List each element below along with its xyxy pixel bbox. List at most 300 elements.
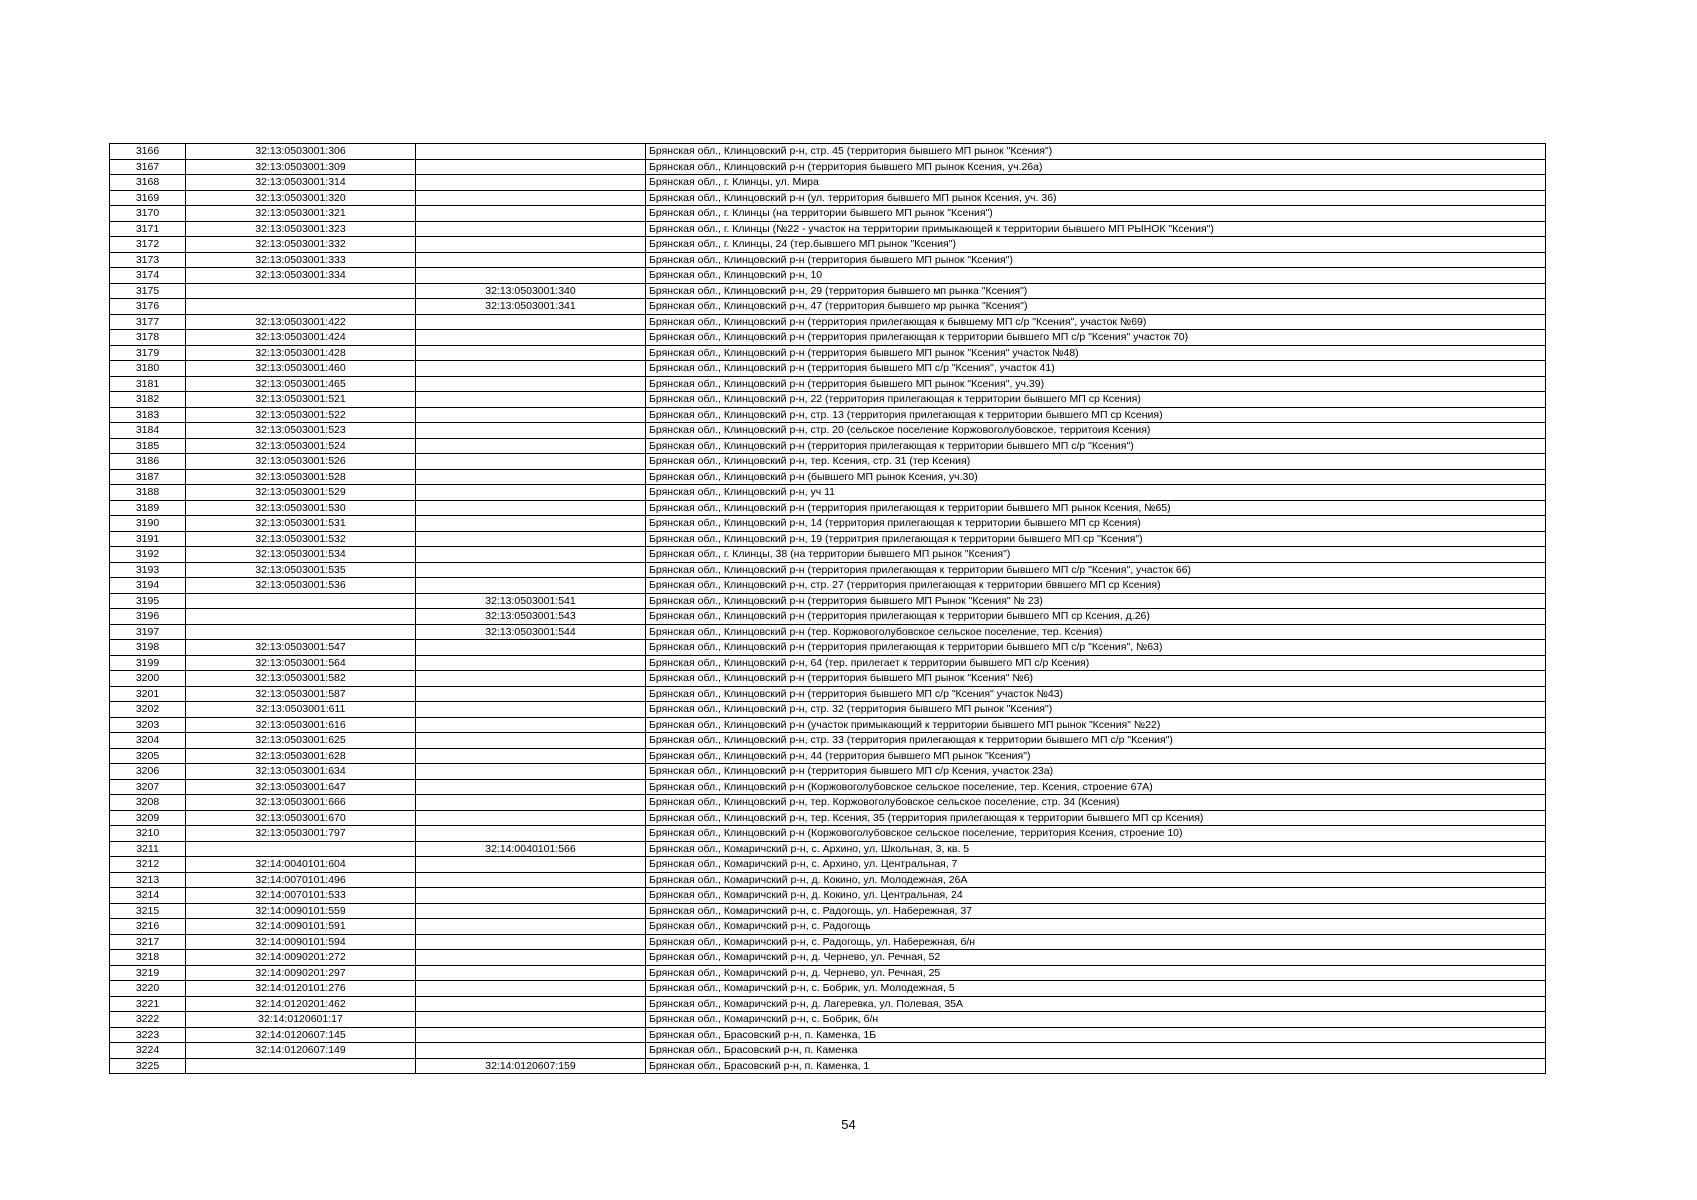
address-cell: Брянская обл., Клинцовский р-н, стр. 20 (сельское поселение Коржовоголубовское, территоия Ксения) — [646, 423, 1546, 439]
row-number-cell: 3171 — [110, 221, 186, 237]
cadastral-number-cell: 32:13:0503001:670 — [186, 810, 416, 826]
table-row — [110, 190, 1546, 206]
address-cell: Брянская обл., Брасовский р-н, п. Каменка — [646, 1043, 1546, 1059]
cadastral-number-alt-cell: 32:13:0503001:544 — [416, 624, 646, 640]
row-number-cell: 3192 — [110, 547, 186, 563]
row-number-cell: 3206 — [110, 764, 186, 780]
cadastral-number-alt-cell — [416, 516, 646, 532]
cadastral-number-cell: 32:13:0503001:530 — [186, 500, 416, 516]
address-cell: Брянская обл., Клинцовский р-н (территория прилегающая к территории бывшего МП с/р "Ксения", участок 66) — [646, 562, 1546, 578]
cadastral-number-cell: 32:13:0503001:428 — [186, 345, 416, 361]
address-cell: Брянская обл., Клинцовский р-н (территория прилегающая к территории бывшего МП ср Ксения, д.26) — [646, 609, 1546, 625]
cadastral-number-cell: 32:13:0503001:587 — [186, 686, 416, 702]
row-number-cell: 3167 — [110, 159, 186, 175]
table-row — [110, 996, 1546, 1012]
table-row — [110, 562, 1546, 578]
row-number-cell: 3185 — [110, 438, 186, 454]
cadastral-number-cell: 32:13:0503001:524 — [186, 438, 416, 454]
cadastral-number-alt-cell — [416, 748, 646, 764]
table-row — [110, 438, 1546, 454]
table-row — [110, 872, 1546, 888]
row-number-cell: 3178 — [110, 330, 186, 346]
table-row — [110, 345, 1546, 361]
cadastral-number-cell: 32:13:0503001:529 — [186, 485, 416, 501]
cadastral-number-alt-cell — [416, 934, 646, 950]
table-row — [110, 547, 1546, 563]
address-cell: Брянская обл., Клинцовский р-н (участок примыкающий к территории бывшего МП рынок "Ксения" №22) — [646, 717, 1546, 733]
cadastral-number-alt-cell — [416, 562, 646, 578]
address-cell: Брянская обл., Клинцовский р-н (Коржовоголубовское сельское поселение, территория Ксения, строение 10) — [646, 826, 1546, 842]
cadastral-number-cell: 32:13:0503001:536 — [186, 578, 416, 594]
table-row — [110, 314, 1546, 330]
address-cell: Брянская обл., Клинцовский р-н, 19 (территрия прилегающая к территории бывшего МП ср "Ксения") — [646, 531, 1546, 547]
cadastral-number-cell: 32:13:0503001:547 — [186, 640, 416, 656]
table-row — [110, 1027, 1546, 1043]
table-row — [110, 919, 1546, 935]
cadastral-number-alt-cell — [416, 345, 646, 361]
cadastral-number-alt-cell — [416, 206, 646, 222]
address-cell: Брянская обл., Клинцовский р-н (тер. Коржовоголубовское сельское поселение, тер. Ксения) — [646, 624, 1546, 640]
registry-table-body — [110, 144, 1546, 1074]
cadastral-number-alt-cell — [416, 810, 646, 826]
address-cell: Брянская обл., Комаричский р-н, с. Радогощь — [646, 919, 1546, 935]
address-cell: Брянская обл., Комаричский р-н, д. Лагеревка, ул. Полевая, 35А — [646, 996, 1546, 1012]
table-row — [110, 1012, 1546, 1028]
address-cell: Брянская обл., Клинцовский р-н, 47 (территория бывшего мр рынка "Ксения") — [646, 299, 1546, 315]
cadastral-number-cell: 32:13:0503001:306 — [186, 144, 416, 160]
cadastral-number-alt-cell: 32:14:0040101:566 — [416, 841, 646, 857]
table-row — [110, 717, 1546, 733]
address-cell: Брянская обл., Брасовский р-н, п. Каменка, 1Б — [646, 1027, 1546, 1043]
cadastral-number-alt-cell — [416, 655, 646, 671]
cadastral-number-alt-cell — [416, 485, 646, 501]
table-row — [110, 578, 1546, 594]
address-cell: Брянская обл., Клинцовский р-н, тер. Ксения, стр. 31 (тер Ксения) — [646, 454, 1546, 470]
row-number-cell: 3222 — [110, 1012, 186, 1028]
cadastral-number-cell — [186, 841, 416, 857]
cadastral-number-cell: 32:14:0040101:604 — [186, 857, 416, 873]
cadastral-number-cell: 32:13:0503001:320 — [186, 190, 416, 206]
cadastral-number-alt-cell — [416, 686, 646, 702]
cadastral-number-cell: 32:13:0503001:611 — [186, 702, 416, 718]
table-row — [110, 361, 1546, 377]
address-cell: Брянская обл., Клинцовский р-н, 10 — [646, 268, 1546, 284]
address-cell: Брянская обл., Комаричский р-н, д. Чернево, ул. Речная, 25 — [646, 965, 1546, 981]
cadastral-number-alt-cell — [416, 237, 646, 253]
address-cell: Брянская обл., Клинцовский р-н, стр. 13 (территория прилегающая к территории бывшего МП ср Ксения) — [646, 407, 1546, 423]
table-row — [110, 407, 1546, 423]
address-cell: Брянская обл., Комаричский р-н, д. Кокино, ул. Молодежная, 26А — [646, 872, 1546, 888]
cadastral-number-cell — [186, 593, 416, 609]
cadastral-number-cell: 32:13:0503001:332 — [186, 237, 416, 253]
cadastral-number-cell: 32:14:0090101:591 — [186, 919, 416, 935]
table-row — [110, 702, 1546, 718]
address-cell: Брянская обл., Комаричский р-н, с. Архино, ул. Школьная, 3, кв. 5 — [646, 841, 1546, 857]
cadastral-number-cell: 32:13:0503001:582 — [186, 671, 416, 687]
table-row — [110, 531, 1546, 547]
cadastral-number-cell — [186, 1058, 416, 1074]
cadastral-number-alt-cell — [416, 190, 646, 206]
address-cell: Брянская обл., г. Клинцы (№22 - участок на территории примыкающей к территории бывшего МП РЫНОК "Ксения") — [646, 221, 1546, 237]
table-row — [110, 826, 1546, 842]
row-number-cell: 3225 — [110, 1058, 186, 1074]
address-cell: Брянская обл., Клинцовский р-н (территория бывшего МП рынок "Ксения") — [646, 252, 1546, 268]
address-cell: Брянская обл., г. Клинцы, ул. Мира — [646, 175, 1546, 191]
table-row — [110, 159, 1546, 175]
table-row — [110, 733, 1546, 749]
row-number-cell: 3186 — [110, 454, 186, 470]
table-row — [110, 268, 1546, 284]
row-number-cell: 3177 — [110, 314, 186, 330]
table-row — [110, 934, 1546, 950]
cadastral-number-alt-cell — [416, 903, 646, 919]
row-number-cell: 3223 — [110, 1027, 186, 1043]
cadastral-number-cell: 32:13:0503001:666 — [186, 795, 416, 811]
table-row — [110, 252, 1546, 268]
cadastral-number-cell: 32:14:0120607:145 — [186, 1027, 416, 1043]
cadastral-number-alt-cell — [416, 1012, 646, 1028]
row-number-cell: 3214 — [110, 888, 186, 904]
address-cell: Брянская обл., Клинцовский р-н, стр. 33 (территория прилегающая к территории бывшего МП с/р "Ксения") — [646, 733, 1546, 749]
table-row — [110, 764, 1546, 780]
cadastral-number-cell: 32:13:0503001:521 — [186, 392, 416, 408]
cadastral-number-alt-cell — [416, 531, 646, 547]
table-row — [110, 795, 1546, 811]
row-number-cell: 3197 — [110, 624, 186, 640]
cadastral-number-cell: 32:14:0120101:276 — [186, 981, 416, 997]
row-number-cell: 3207 — [110, 779, 186, 795]
cadastral-number-alt-cell — [416, 469, 646, 485]
cadastral-number-alt-cell — [416, 996, 646, 1012]
cadastral-number-cell: 32:14:0090201:272 — [186, 950, 416, 966]
table-row — [110, 454, 1546, 470]
row-number-cell: 3191 — [110, 531, 186, 547]
row-number-cell: 3190 — [110, 516, 186, 532]
cadastral-number-alt-cell: 32:13:0503001:541 — [416, 593, 646, 609]
cadastral-number-cell: 32:13:0503001:333 — [186, 252, 416, 268]
address-cell: Брянская обл., Клинцовский р-н (территория прилегающая к территории бывшего МП рынок Ксения, №65) — [646, 500, 1546, 516]
cadastral-number-alt-cell — [416, 314, 646, 330]
cadastral-number-cell: 32:13:0503001:309 — [186, 159, 416, 175]
address-cell: Брянская обл., Клинцовский р-н, 29 (территория бывшего мп рынка "Ксения") — [646, 283, 1546, 299]
row-number-cell: 3184 — [110, 423, 186, 439]
cadastral-number-alt-cell — [416, 547, 646, 563]
cadastral-number-alt-cell: 32:13:0503001:340 — [416, 283, 646, 299]
cadastral-number-alt-cell — [416, 717, 646, 733]
address-cell: Брянская обл., Клинцовский р-н (территория бывшего МП рынок "Ксения" участок №48) — [646, 345, 1546, 361]
address-cell: Брянская обл., Комаричский р-н, с. Бобрик, ул. Молодежная, 5 — [646, 981, 1546, 997]
cadastral-number-cell: 32:14:0070101:533 — [186, 888, 416, 904]
address-cell: Брянская обл., Клинцовский р-н, стр. 27 (территория прилегающая к территории бввшего МП ср Ксения) — [646, 578, 1546, 594]
cadastral-number-alt-cell — [416, 423, 646, 439]
row-number-cell: 3196 — [110, 609, 186, 625]
cadastral-number-cell: 32:13:0503001:460 — [186, 361, 416, 377]
table-row — [110, 283, 1546, 299]
row-number-cell: 3209 — [110, 810, 186, 826]
row-number-cell: 3224 — [110, 1043, 186, 1059]
address-cell: Брянская обл., Клинцовский р-н (территория прилегающая к бывшему МП с/р "Ксения", участок №69) — [646, 314, 1546, 330]
address-cell: Брянская обл., Клинцовский р-н (территория бывшего МП рынок "Ксения", уч.39) — [646, 376, 1546, 392]
row-number-cell: 3188 — [110, 485, 186, 501]
cadastral-number-cell — [186, 609, 416, 625]
cadastral-number-alt-cell — [416, 221, 646, 237]
cadastral-number-alt-cell — [416, 454, 646, 470]
cadastral-number-alt-cell — [416, 857, 646, 873]
table-row — [110, 237, 1546, 253]
cadastral-number-alt-cell — [416, 1027, 646, 1043]
cadastral-number-alt-cell — [416, 392, 646, 408]
cadastral-number-cell: 32:13:0503001:523 — [186, 423, 416, 439]
address-cell: Брянская обл., Клинцовский р-н, стр. 45 (территория бывшего МП рынок "Ксения") — [646, 144, 1546, 160]
row-number-cell: 3216 — [110, 919, 186, 935]
cadastral-number-alt-cell — [416, 330, 646, 346]
table-row — [110, 144, 1546, 160]
page-number: 54 — [841, 1117, 856, 1132]
row-number-cell: 3193 — [110, 562, 186, 578]
address-cell: Брянская обл., Клинцовский р-н, 14 (территория прилегающая к территории бывшего МП ср Ксения) — [646, 516, 1546, 532]
cadastral-number-cell: 32:13:0503001:321 — [186, 206, 416, 222]
row-number-cell: 3183 — [110, 407, 186, 423]
row-number-cell: 3208 — [110, 795, 186, 811]
table-row — [110, 671, 1546, 687]
cadastral-number-alt-cell — [416, 268, 646, 284]
table-row — [110, 1043, 1546, 1059]
table-row — [110, 175, 1546, 191]
table-row — [110, 640, 1546, 656]
cadastral-number-cell: 32:14:0090101:594 — [186, 934, 416, 950]
cadastral-number-cell: 32:14:0120607:149 — [186, 1043, 416, 1059]
row-number-cell: 3204 — [110, 733, 186, 749]
registry-table — [109, 143, 1546, 1074]
row-number-cell: 3187 — [110, 469, 186, 485]
cadastral-number-cell: 32:13:0503001:616 — [186, 717, 416, 733]
row-number-cell: 3202 — [110, 702, 186, 718]
row-number-cell: 3219 — [110, 965, 186, 981]
cadastral-number-cell: 32:13:0503001:625 — [186, 733, 416, 749]
row-number-cell: 3205 — [110, 748, 186, 764]
cadastral-number-alt-cell — [416, 640, 646, 656]
cadastral-number-cell: 32:13:0503001:535 — [186, 562, 416, 578]
address-cell: Брянская обл., Клинцовский р-н, стр. 32 (территория бывшего МП рынок "Ксения") — [646, 702, 1546, 718]
cadastral-number-alt-cell — [416, 981, 646, 997]
cadastral-number-cell: 32:13:0503001:647 — [186, 779, 416, 795]
cadastral-number-alt-cell — [416, 1043, 646, 1059]
address-cell: Брянская обл., Клинцовский р-н (территория бывшего МП Рынок "Ксения" № 23) — [646, 593, 1546, 609]
row-number-cell: 3210 — [110, 826, 186, 842]
address-cell: Брянская обл., Клинцовский р-н, уч 11 — [646, 485, 1546, 501]
cadastral-number-alt-cell — [416, 361, 646, 377]
table-row — [110, 624, 1546, 640]
cadastral-number-alt-cell: 32:13:0503001:341 — [416, 299, 646, 315]
cadastral-number-alt-cell — [416, 950, 646, 966]
address-cell: Брянская обл., Комаричский р-н, д. Чернево, ул. Речная, 52 — [646, 950, 1546, 966]
cadastral-number-alt-cell — [416, 702, 646, 718]
cadastral-number-alt-cell — [416, 500, 646, 516]
address-cell: Брянская обл., Комаричский р-н, с. Архино, ул. Центральная, 7 — [646, 857, 1546, 873]
cadastral-number-cell: 32:13:0503001:323 — [186, 221, 416, 237]
cadastral-number-alt-cell — [416, 578, 646, 594]
cadastral-number-cell: 32:13:0503001:526 — [186, 454, 416, 470]
row-number-cell: 3195 — [110, 593, 186, 609]
row-number-cell: 3179 — [110, 345, 186, 361]
cadastral-number-alt-cell — [416, 376, 646, 392]
cadastral-number-alt-cell — [416, 733, 646, 749]
cadastral-number-alt-cell — [416, 671, 646, 687]
cadastral-number-alt-cell — [416, 826, 646, 842]
row-number-cell: 3173 — [110, 252, 186, 268]
cadastral-number-cell: 32:13:0503001:534 — [186, 547, 416, 563]
row-number-cell: 3211 — [110, 841, 186, 857]
address-cell: Брянская обл., Клинцовский р-н, 64 (тер. прилегает к территории бывшего МП с/р Ксения) — [646, 655, 1546, 671]
address-cell: Брянская обл., Клинцовский р-н (территория прилегающая к территории бывшего МП с/р "Ксения") — [646, 438, 1546, 454]
cadastral-number-cell: 32:13:0503001:314 — [186, 175, 416, 191]
row-number-cell: 3182 — [110, 392, 186, 408]
address-cell: Брянская обл., Клинцовский р-н, 44 (территория бывшего МП рынок "Ксения") — [646, 748, 1546, 764]
cadastral-number-alt-cell — [416, 764, 646, 780]
cadastral-number-cell: 32:13:0503001:564 — [186, 655, 416, 671]
table-row — [110, 779, 1546, 795]
address-cell: Брянская обл., Брасовский р-н, п. Каменка, 1 — [646, 1058, 1546, 1074]
address-cell: Брянская обл., Комаричский р-н, д. Кокино, ул. Центральная, 24 — [646, 888, 1546, 904]
table-row — [110, 965, 1546, 981]
row-number-cell: 3218 — [110, 950, 186, 966]
row-number-cell: 3175 — [110, 283, 186, 299]
table-row — [110, 841, 1546, 857]
cadastral-number-alt-cell — [416, 872, 646, 888]
table-row — [110, 609, 1546, 625]
row-number-cell: 3203 — [110, 717, 186, 733]
row-number-cell: 3166 — [110, 144, 186, 160]
table-row — [110, 516, 1546, 532]
table-row — [110, 857, 1546, 873]
address-cell: Брянская обл., Клинцовский р-н (бывшего МП рынок Ксения, уч.30) — [646, 469, 1546, 485]
cadastral-number-alt-cell — [416, 144, 646, 160]
address-cell: Брянская обл., г. Клинцы, 38 (на территории бывшего МП рынок "Ксения") — [646, 547, 1546, 563]
row-number-cell: 3170 — [110, 206, 186, 222]
table-row — [110, 748, 1546, 764]
row-number-cell: 3174 — [110, 268, 186, 284]
address-cell: Брянская обл., Клинцовский р-н (территория бывшего МП с/р Ксения, участок 23а) — [646, 764, 1546, 780]
address-cell: Брянская обл., Клинцовский р-н (территория бывшего МП с/р "Ксения" участок №43) — [646, 686, 1546, 702]
cadastral-number-cell — [186, 283, 416, 299]
cadastral-number-alt-cell — [416, 407, 646, 423]
table-row — [110, 1058, 1546, 1074]
address-cell: Брянская обл., Клинцовский р-н, тер. Ксения, 35 (территория прилегающая к территории бывшего МП ср Ксения) — [646, 810, 1546, 826]
row-number-cell: 3169 — [110, 190, 186, 206]
table-row — [110, 686, 1546, 702]
row-number-cell: 3215 — [110, 903, 186, 919]
cadastral-number-alt-cell — [416, 252, 646, 268]
cadastral-number-cell: 32:13:0503001:531 — [186, 516, 416, 532]
row-number-cell: 3189 — [110, 500, 186, 516]
cadastral-number-cell: 32:13:0503001:628 — [186, 748, 416, 764]
table-row — [110, 485, 1546, 501]
cadastral-number-alt-cell — [416, 888, 646, 904]
row-number-cell: 3194 — [110, 578, 186, 594]
row-number-cell: 3198 — [110, 640, 186, 656]
table-row — [110, 950, 1546, 966]
table-row — [110, 469, 1546, 485]
cadastral-number-alt-cell — [416, 175, 646, 191]
row-number-cell: 3221 — [110, 996, 186, 1012]
cadastral-number-cell: 32:13:0503001:634 — [186, 764, 416, 780]
cadastral-number-cell: 32:13:0503001:422 — [186, 314, 416, 330]
cadastral-number-cell: 32:13:0503001:522 — [186, 407, 416, 423]
table-row — [110, 500, 1546, 516]
address-cell: Брянская обл., Клинцовский р-н (территория прилегающая к территории бывшего МП с/р "Ксения" участок 70) — [646, 330, 1546, 346]
table-row — [110, 888, 1546, 904]
table-row — [110, 593, 1546, 609]
cadastral-number-alt-cell — [416, 159, 646, 175]
row-number-cell: 3168 — [110, 175, 186, 191]
table-row — [110, 221, 1546, 237]
row-number-cell: 3199 — [110, 655, 186, 671]
cadastral-number-cell: 32:13:0503001:532 — [186, 531, 416, 547]
cadastral-number-cell: 32:14:0090201:297 — [186, 965, 416, 981]
address-cell: Брянская обл., Клинцовский р-н (территория бывшего МП рынок Ксения, уч.26а) — [646, 159, 1546, 175]
table-row — [110, 981, 1546, 997]
cadastral-number-cell — [186, 299, 416, 315]
row-number-cell: 3172 — [110, 237, 186, 253]
cadastral-number-cell: 32:14:0120601:17 — [186, 1012, 416, 1028]
cadastral-number-alt-cell — [416, 438, 646, 454]
table-row — [110, 299, 1546, 315]
address-cell: Брянская обл., Клинцовский р-н (Коржовоголубовское сельское поселение, тер. Ксения, строение 67А) — [646, 779, 1546, 795]
table-row — [110, 330, 1546, 346]
cadastral-number-alt-cell — [416, 795, 646, 811]
address-cell: Брянская обл., Клинцовский р-н (территория прилегающая к территории бывшего МП с/р "Ксения", №63) — [646, 640, 1546, 656]
row-number-cell: 3220 — [110, 981, 186, 997]
address-cell: Брянская обл., г. Клинцы (на территории бывшего МП рынок "Ксения") — [646, 206, 1546, 222]
row-number-cell: 3200 — [110, 671, 186, 687]
row-number-cell: 3180 — [110, 361, 186, 377]
cadastral-number-cell: 32:13:0503001:334 — [186, 268, 416, 284]
address-cell: Брянская обл., Комаричский р-н, с. Радогощь, ул. Набережная, 37 — [646, 903, 1546, 919]
row-number-cell: 3201 — [110, 686, 186, 702]
address-cell: Брянская обл., Клинцовский р-н, тер. Коржовоголубовское сельское поселение, стр. 34 (Ксения) — [646, 795, 1546, 811]
cadastral-number-alt-cell — [416, 919, 646, 935]
table-row — [110, 376, 1546, 392]
table-row — [110, 206, 1546, 222]
cadastral-number-cell: 32:13:0503001:424 — [186, 330, 416, 346]
table-row — [110, 655, 1546, 671]
row-number-cell: 3181 — [110, 376, 186, 392]
address-cell: Брянская обл., г. Клинцы, 24 (тер.бывшего МП рынок "Ксения") — [646, 237, 1546, 253]
cadastral-number-cell: 32:14:0070101:496 — [186, 872, 416, 888]
cadastral-number-alt-cell — [416, 779, 646, 795]
table-row — [110, 423, 1546, 439]
address-cell: Брянская обл., Комаричский р-н, с. Радогощь, ул. Набережная, б/н — [646, 934, 1546, 950]
table-row — [110, 392, 1546, 408]
row-number-cell: 3212 — [110, 857, 186, 873]
address-cell: Брянская обл., Клинцовский р-н (ул. территория бывшего МП рынок Ксения, уч. 36) — [646, 190, 1546, 206]
cadastral-number-cell: 32:13:0503001:465 — [186, 376, 416, 392]
cadastral-number-alt-cell: 32:14:0120607:159 — [416, 1058, 646, 1074]
table-row — [110, 903, 1546, 919]
cadastral-number-cell: 32:13:0503001:797 — [186, 826, 416, 842]
table-row — [110, 810, 1546, 826]
address-cell: Брянская обл., Комаричский р-н, с. Бобрик, б/н — [646, 1012, 1546, 1028]
row-number-cell: 3176 — [110, 299, 186, 315]
address-cell: Брянская обл., Клинцовский р-н (территория бывшего МП рынок "Ксения" №6) — [646, 671, 1546, 687]
address-cell: Брянская обл., Клинцовский р-н, 22 (территория прилегающая к территории бывшего МП ср Ксения) — [646, 392, 1546, 408]
cadastral-number-alt-cell: 32:13:0503001:543 — [416, 609, 646, 625]
cadastral-number-alt-cell — [416, 965, 646, 981]
row-number-cell: 3213 — [110, 872, 186, 888]
row-number-cell: 3217 — [110, 934, 186, 950]
address-cell: Брянская обл., Клинцовский р-н (территория бывшего МП с/р "Ксения", участок 41) — [646, 361, 1546, 377]
cadastral-number-cell — [186, 624, 416, 640]
